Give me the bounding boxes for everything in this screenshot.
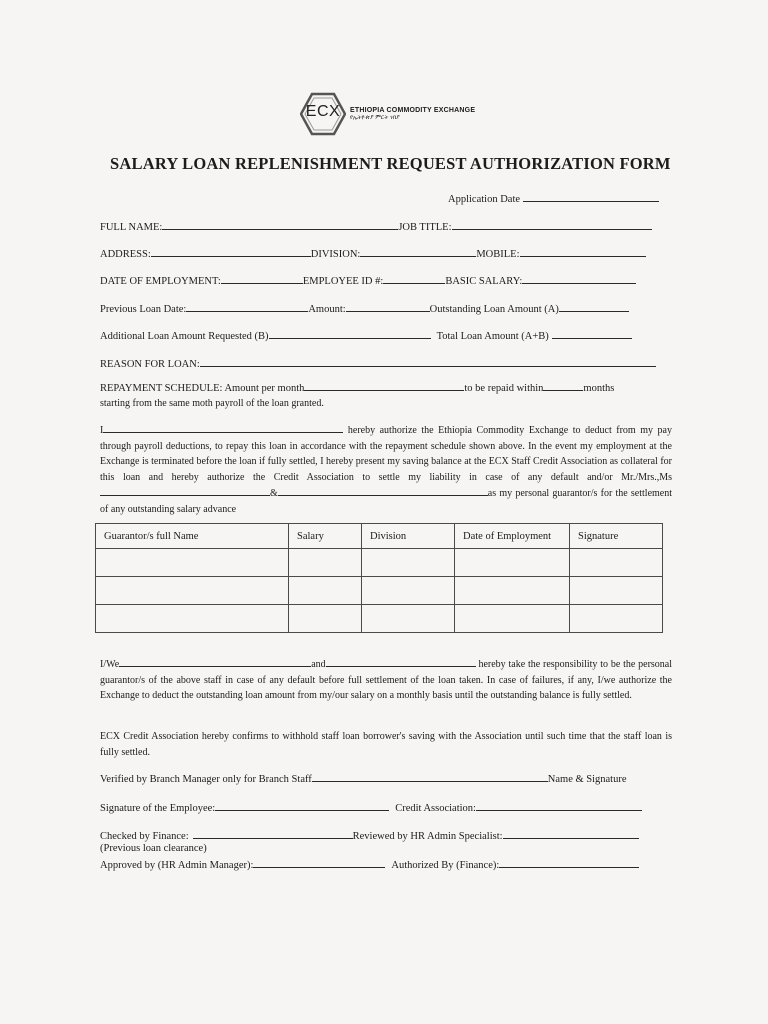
date-of-employment-field[interactable] (221, 273, 303, 284)
guarantor-and: and (311, 659, 326, 670)
table-row (96, 549, 663, 577)
guarantor-statement-text: hereby take the responsibility to be the personal guarantor/s of the above staff in case of any default before full settlement of the loan taken. In case of failures, if any, I/we authorize the Exchange to deduct the outstanding loan amount from my/our salary on a monthly basis until the outstanding balance is fully settled. (100, 659, 673, 701)
table-header-row (96, 524, 663, 549)
checked-row (100, 828, 672, 842)
previous-loan-row (100, 301, 672, 315)
guarantor2-name-field[interactable] (278, 485, 488, 496)
credit-association-statement: ECX Credit Association hereby confirms to withhold staff loan borrower's saving with the Association until such time that the staff loan is fully settled. (100, 731, 672, 758)
guarantor-iwe: I/We (100, 659, 120, 670)
checked-finance-label: Checked by Finance: (100, 831, 189, 842)
guarantor-name-cell[interactable] (96, 605, 289, 633)
employee-signature-row (100, 800, 672, 814)
authorized-finance-label: Authorized By (Finance): (391, 860, 500, 871)
application-date-field[interactable] (523, 191, 659, 202)
verified-row (100, 771, 672, 785)
previous-loan-date-field[interactable] (186, 301, 308, 312)
verified-label: Verified by Branch Manager only for Branch Staff (100, 774, 312, 785)
col-division: Division (362, 524, 455, 549)
salary-cell[interactable] (289, 605, 362, 633)
reviewed-hr-field[interactable] (503, 828, 639, 839)
basic-salary-field[interactable] (522, 273, 636, 284)
full-name-field[interactable] (162, 219, 398, 230)
reason-row (100, 356, 672, 370)
approved-hr-field[interactable] (253, 857, 385, 868)
authorization-amp: & (270, 488, 278, 499)
approved-row (100, 857, 672, 871)
months-field[interactable] (543, 380, 583, 391)
job-title-field[interactable] (452, 219, 652, 230)
mobile-field[interactable] (520, 246, 646, 257)
previous-clearance-note: (Previous loan clearance) (100, 843, 207, 854)
additional-loan-label: Additional Loan Amount Requested (B) (100, 331, 269, 342)
employment-row (100, 273, 672, 287)
reviewed-hr-label: Reviewed by HR Admin Specialist: (352, 831, 503, 842)
repayment-row (100, 380, 672, 394)
job-title-label: JOB TITLE: (398, 222, 452, 233)
guarantor-statement (100, 656, 672, 704)
application-date-label: Application Date (448, 194, 521, 205)
signature-cell[interactable] (570, 549, 663, 577)
guarantor-statement-name2-field[interactable] (326, 656, 476, 667)
division-label: DIVISION: (310, 249, 361, 260)
address-row (100, 246, 672, 260)
guarantor-name-cell[interactable] (96, 577, 289, 605)
signature-cell[interactable] (570, 577, 663, 605)
ecx-logo (300, 92, 475, 136)
date-of-employment-cell[interactable] (455, 605, 570, 633)
table-row (96, 577, 663, 605)
employee-id-label: EMPLOYEE ID #: (302, 276, 384, 287)
guarantor-statement-name1-field[interactable] (119, 656, 311, 667)
col-salary: Salary (289, 524, 362, 549)
amount-field[interactable] (346, 301, 430, 312)
months-label: months (583, 383, 615, 394)
credit-association-label: Credit Association: (395, 803, 476, 814)
authorized-finance-field[interactable] (499, 857, 639, 868)
previous-loan-date-label: Previous Loan Date: (100, 304, 187, 315)
authorization-paragraph (100, 422, 672, 517)
date-of-employment-label: DATE OF EMPLOYMENT: (100, 276, 221, 287)
signature-cell[interactable] (570, 605, 663, 633)
guarantor-name-cell[interactable] (96, 549, 289, 577)
additional-loan-row (100, 328, 672, 342)
amount-per-month-field[interactable] (304, 380, 464, 391)
col-guarantor-name: Guarantor/s full Name (96, 524, 289, 549)
address-field[interactable] (151, 246, 311, 257)
mobile-label: MOBILE: (476, 249, 520, 260)
repayment-within-label: to be repaid within (464, 383, 544, 394)
repayment-line2: starting from the same moth payroll of the loan granted. (100, 398, 324, 409)
logo-abbr: ECX (305, 103, 341, 120)
table-row (96, 605, 663, 633)
authorization-as-my: as my (487, 488, 513, 499)
full-name-row (100, 219, 672, 233)
reason-label: REASON FOR LOAN: (100, 359, 200, 370)
salary-cell[interactable] (289, 549, 362, 577)
employee-signature-field[interactable] (215, 800, 389, 811)
branch-manager-field[interactable] (312, 771, 548, 782)
additional-loan-field[interactable] (269, 328, 431, 339)
guarantor1-name-field[interactable] (100, 485, 270, 496)
borrower-name-field[interactable] (103, 422, 343, 433)
col-signature: Signature (570, 524, 663, 549)
form-title: SALARY LOAN REPLENISHMENT REQUEST AUTHORIZATION FORM (110, 154, 671, 173)
reason-field[interactable] (200, 356, 656, 367)
amount-label: Amount: (308, 304, 346, 315)
name-signature-label: Name & Signature (547, 774, 627, 785)
employee-id-field[interactable] (383, 273, 445, 284)
col-date-of-employment: Date of Employment (455, 524, 570, 549)
total-loan-field[interactable] (552, 328, 632, 339)
outstanding-loan-label: Outstanding Loan Amount (A) (429, 304, 559, 315)
logo-name: ETHIOPIA COMMODITY EXCHANGE (350, 106, 476, 114)
address-label: ADDRESS: (100, 249, 151, 260)
approved-hr-label: Approved by (HR Admin Manager): (100, 860, 254, 871)
credit-association-field[interactable] (476, 800, 642, 811)
outstanding-loan-field[interactable] (559, 301, 629, 312)
guarantor-table (95, 523, 663, 633)
employee-signature-label: Signature of the Employee: (100, 803, 216, 814)
repayment-label: REPAYMENT SCHEDULE: Amount per month (100, 383, 305, 394)
basic-salary-label: BASIC SALARY: (445, 276, 523, 287)
total-loan-label: Total Loan Amount (A+B) (436, 331, 549, 342)
authorization-text-end: personal guarantor/s for the settlement of any outstanding salary advance (100, 488, 673, 515)
full-name-label: FULL NAME: (100, 222, 163, 233)
authorization-i: I (100, 425, 104, 436)
division-cell[interactable] (362, 605, 455, 633)
division-cell[interactable] (362, 577, 455, 605)
salary-cell[interactable] (289, 577, 362, 605)
checked-finance-field[interactable] (193, 828, 353, 839)
application-date-row (100, 191, 672, 205)
division-cell[interactable] (362, 549, 455, 577)
date-of-employment-cell[interactable] (455, 577, 570, 605)
ecx-logo-badge (300, 92, 346, 136)
division-field[interactable] (360, 246, 476, 257)
authorization-text: hereby authorize the Ethiopia Commodity Exchange to deduct from my pay through payroll deductions, to repay this loan in accordance with the repayment schedule shown above. In the event my employment at the Exchange is terminated before the loan if fully settled, I hereby present my saving balance at the ECX Staff Credit Association as collateral for this loan and hereby authorize the Credit Association to settle my liability in case of any default and/or Mr./Mrs.,Ms (100, 425, 672, 483)
logo-name-amharic: የኢትዮጵያ ምርት ገበያ (350, 114, 400, 121)
date-of-employment-cell[interactable] (455, 549, 570, 577)
